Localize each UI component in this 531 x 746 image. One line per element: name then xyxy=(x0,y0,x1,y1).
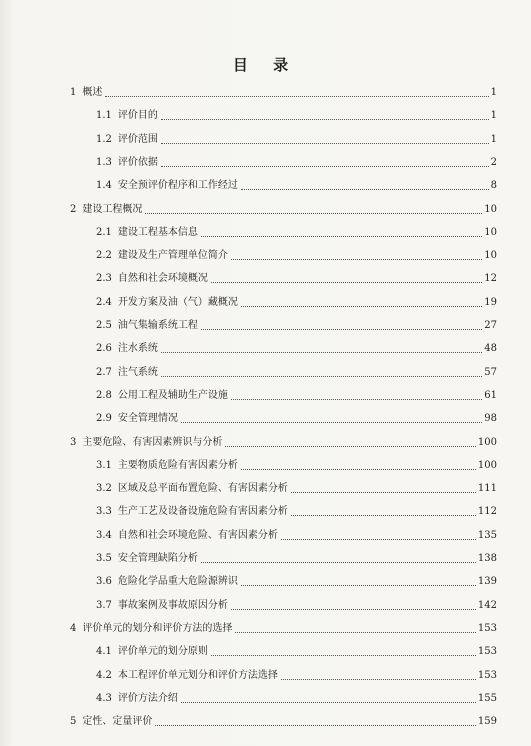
toc-entry-number: 2.4 xyxy=(96,296,112,308)
toc-entry-page-number: 48 xyxy=(484,343,497,355)
toc-entry-label: 主要物质危险有害因素分析 xyxy=(117,459,238,471)
toc-entry[interactable] xyxy=(96,572,497,588)
toc-entry-label: 安全预评价程序和工作经过 xyxy=(117,180,238,192)
toc-entry-label: 主要危险、有害因素辨识与分析 xyxy=(82,436,223,448)
toc-entry[interactable] xyxy=(96,479,497,495)
toc-entry-number: 2.8 xyxy=(96,389,112,401)
toc-entry-label: 注气系统 xyxy=(117,366,158,378)
toc-entry-page-number: 1 xyxy=(490,110,497,122)
toc-entry-label: 评价依据 xyxy=(117,156,158,168)
toc-entry-label: 定性、定量评价 xyxy=(82,716,153,728)
toc-entry[interactable] xyxy=(96,409,497,425)
toc-entry-label: 评价目的 xyxy=(117,110,158,122)
dot-leader xyxy=(201,235,482,237)
dot-leader xyxy=(281,538,476,540)
toc-entry-label: 评价范围 xyxy=(117,133,158,145)
toc-entry-number: 2 xyxy=(70,203,77,215)
toc-entry-number: 3.1 xyxy=(96,459,112,471)
toc-entry-number: 3 xyxy=(70,436,77,448)
toc-entry-page-number: 10 xyxy=(484,203,497,215)
toc-entry-page-number: 10 xyxy=(484,250,497,262)
toc-entry-number: 4 xyxy=(70,622,77,634)
toc-entry-number: 1.4 xyxy=(96,180,112,192)
toc-entry-number: 2.1 xyxy=(96,226,112,238)
toc-entry-page-number: 19 xyxy=(484,296,497,308)
toc-entry-number: 1.2 xyxy=(96,133,112,145)
toc-entry[interactable] xyxy=(96,596,497,612)
dot-leader xyxy=(231,258,482,260)
dot-leader xyxy=(241,584,476,586)
toc-entry-page-number: 27 xyxy=(484,320,497,331)
toc-entry-label: 危险化学品重大危险源辨识 xyxy=(117,576,238,588)
toc-entry-number: 2.9 xyxy=(96,413,112,425)
toc-entry-number: 1.1 xyxy=(96,110,112,122)
page-title: 目 录 xyxy=(232,56,299,74)
toc-entry-number: 3.2 xyxy=(96,483,112,495)
toc-entry-page-number: 100 xyxy=(477,459,497,471)
dot-leader xyxy=(211,281,482,283)
toc-entry[interactable] xyxy=(70,712,497,728)
toc-entry-number: 1.3 xyxy=(96,156,112,168)
toc-entry-number: 3.5 xyxy=(96,553,112,564)
toc-entry-label: 公用工程及辅助生产设施 xyxy=(117,389,228,401)
dot-leader xyxy=(241,468,476,470)
toc-entry[interactable] xyxy=(96,689,497,705)
dot-leader xyxy=(155,724,476,726)
toc-entry-number: 2.2 xyxy=(96,250,112,262)
toc-entry-label: 事故案例及事故原因分析 xyxy=(117,599,228,611)
dot-leader xyxy=(161,375,482,377)
dot-leader xyxy=(161,351,482,353)
toc-entry[interactable] xyxy=(96,316,497,332)
toc-entry-label: 概述 xyxy=(82,87,103,98)
toc-entry-label: 注水系统 xyxy=(117,343,158,355)
toc-entry-number: 4.2 xyxy=(96,669,112,681)
toc-entry-label: 区域及总平面布置危险、有害因素分析 xyxy=(117,483,288,495)
toc-entry-page-number: 2 xyxy=(490,156,497,168)
dot-leader xyxy=(145,212,482,214)
dot-leader xyxy=(181,421,482,423)
toc-entry-page-number: 139 xyxy=(477,576,497,588)
dot-leader xyxy=(241,305,482,307)
toc-entry-number: 2.7 xyxy=(96,366,112,378)
toc-entry-page-number: 8 xyxy=(490,180,497,192)
toc-entry-page-number: 100 xyxy=(477,436,497,448)
toc-entry[interactable] xyxy=(96,642,497,658)
toc-entry-label: 建设及生产管理单位简介 xyxy=(117,250,228,262)
toc-entry-number: 4.1 xyxy=(96,646,112,658)
toc-entry-label: 生产工艺及设备设施危险有害因素分析 xyxy=(117,506,288,518)
dot-leader xyxy=(291,514,476,516)
toc-entry-label: 安全管理情况 xyxy=(117,413,178,425)
toc-entry-number: 4.3 xyxy=(96,692,112,704)
dot-leader xyxy=(291,491,476,493)
toc-entry-page-number: 142 xyxy=(477,599,497,611)
toc-entry-page-number: 153 xyxy=(477,622,497,634)
toc-entry-page-number: 57 xyxy=(484,366,497,378)
dot-leader xyxy=(211,654,476,656)
toc-entry-page-number: 10 xyxy=(484,226,497,238)
toc-entry-label: 建设工程基本信息 xyxy=(117,226,198,238)
toc-entry-number: 3.4 xyxy=(96,529,112,541)
toc-entry-page-number: 1 xyxy=(490,87,497,98)
toc-entry-label: 评价方法介绍 xyxy=(117,692,178,704)
dot-leader xyxy=(201,561,476,563)
toc-entry-page-number: 111 xyxy=(477,483,497,495)
toc-entry-label: 自然和社会环境概况 xyxy=(117,273,208,285)
toc-entry-page-number: 12 xyxy=(484,273,497,285)
toc-entry-number: 5 xyxy=(70,716,77,728)
toc-entry[interactable] xyxy=(96,456,497,472)
dot-leader xyxy=(225,445,476,447)
toc-entry-label: 自然和社会环境危险、有害因素分析 xyxy=(117,529,278,541)
toc-entry-number: 2.5 xyxy=(96,320,112,331)
toc-entry-page-number: 1 xyxy=(490,133,497,145)
toc-entry[interactable] xyxy=(96,386,497,402)
toc-entry-number: 3.7 xyxy=(96,599,112,611)
toc-entry-page-number: 98 xyxy=(484,413,497,425)
dot-leader xyxy=(161,118,489,120)
toc-entry-page-number: 153 xyxy=(477,646,497,658)
toc-entry[interactable] xyxy=(96,130,497,146)
toc-entry-page-number: 112 xyxy=(477,506,497,518)
toc-entry-page-number: 153 xyxy=(477,669,497,681)
toc-entry-label: 建设工程概况 xyxy=(82,203,143,215)
toc-entry-label: 评价单元的划分和评价方法的选择 xyxy=(82,622,233,634)
toc-entry[interactable] xyxy=(96,502,497,518)
dot-leader xyxy=(105,95,488,97)
toc-entry-page-number: 135 xyxy=(477,529,497,541)
toc-entry[interactable] xyxy=(70,83,497,99)
toc-entry[interactable] xyxy=(96,153,497,169)
toc-entry[interactable] xyxy=(70,200,497,216)
dot-leader xyxy=(281,678,476,680)
toc-entry-number: 3.6 xyxy=(96,576,112,588)
toc-entry-label: 安全管理缺陷分析 xyxy=(117,553,198,564)
toc-entry-number: 2.6 xyxy=(96,343,112,355)
dot-leader xyxy=(161,165,489,167)
toc-entry[interactable] xyxy=(96,526,497,542)
toc-entry[interactable] xyxy=(70,433,497,449)
toc-entry[interactable] xyxy=(96,293,497,309)
dot-leader xyxy=(231,398,482,400)
toc-entry-page-number: 138 xyxy=(477,553,497,564)
toc-entry-number: 1 xyxy=(70,87,77,98)
toc-entry[interactable] xyxy=(70,619,497,635)
toc-entry-page-number: 61 xyxy=(484,389,497,401)
dot-leader xyxy=(231,608,476,610)
toc-entry[interactable] xyxy=(96,223,497,239)
dot-leader xyxy=(235,631,476,633)
toc-entry-label: 开发方案及油（气）藏概况 xyxy=(117,296,238,308)
toc-entry-number: 2.3 xyxy=(96,273,112,285)
toc-entry[interactable] xyxy=(96,363,497,379)
toc-entry[interactable] xyxy=(96,176,497,192)
dot-leader xyxy=(181,701,476,703)
toc-entry[interactable] xyxy=(96,666,497,682)
toc-entry[interactable] xyxy=(96,549,497,565)
toc-entry-label: 油气集输系统工程 xyxy=(117,320,198,331)
toc-entry[interactable] xyxy=(96,106,497,122)
toc-entry[interactable] xyxy=(96,246,497,262)
toc-entry-number: 3.3 xyxy=(96,506,112,518)
toc-entry-page-number: 159 xyxy=(477,716,497,728)
toc-entry-label: 本工程评价单元划分和评价方法选择 xyxy=(117,669,278,681)
toc-entry-label: 评价单元的划分原则 xyxy=(117,646,208,658)
toc-entry-page-number: 155 xyxy=(477,692,497,704)
dot-leader xyxy=(241,188,489,190)
dot-leader xyxy=(161,142,489,144)
toc-entry[interactable] xyxy=(96,339,497,355)
toc-entry[interactable] xyxy=(96,269,497,285)
dot-leader xyxy=(201,328,482,330)
